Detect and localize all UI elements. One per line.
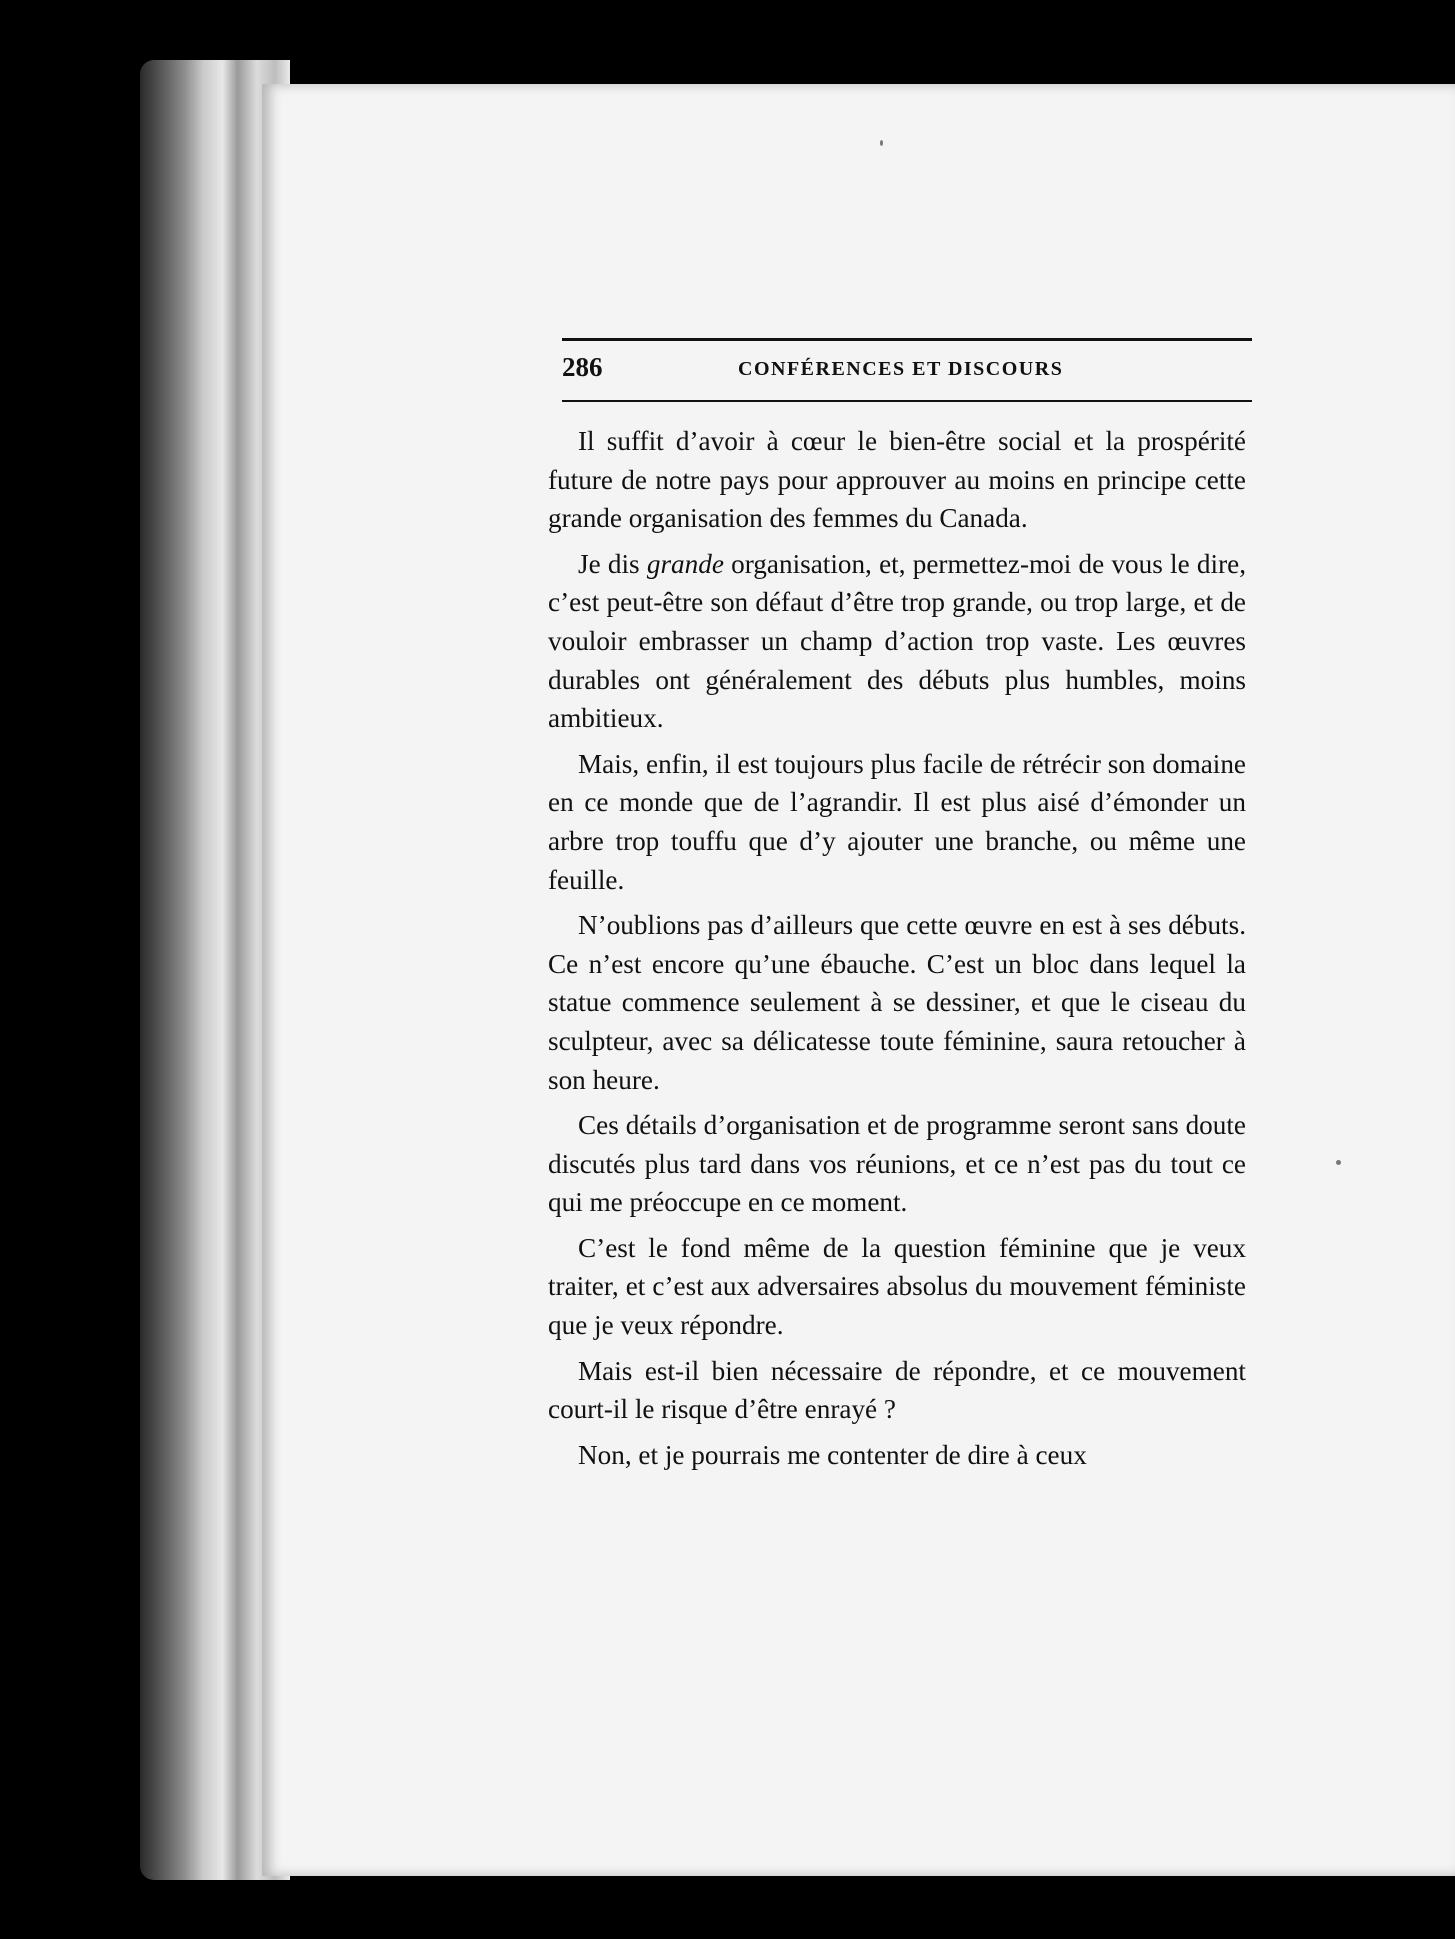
header-rule-top <box>562 338 1252 341</box>
paragraph: Non, et je pourrais me contenter de dire à ceux <box>578 1439 1087 1470</box>
paragraph: Mais, enfin, il est toujours plus facile de rétrécir son domaine en ce monde que de l’agrandir. Il est plus aisé d’émonder un arbre trop touffu que d’y ajouter une branche, ou même une feuille. <box>548 748 1246 895</box>
emphasis-text: grande <box>646 548 724 579</box>
paragraph: Mais est-il bien nécessaire de répondre, et ce mouvement court-il le risque d’être enrayé ? <box>548 1355 1246 1425</box>
scan-speck <box>880 140 883 146</box>
page-number: 286 <box>562 352 603 382</box>
paragraph: Ces détails d’organisation et de programme seront sans doute discutés plus tard dans vos réunions, et ce n’est pas du tout ce qui me préoccupe en ce moment. <box>548 1110 1246 1218</box>
scan-speck <box>1336 1160 1341 1165</box>
paragraph <box>548 545 1246 738</box>
paragraph-text: Je dis <box>578 548 647 579</box>
paragraph: C’est le fond même de la question féminine que je veux traiter, et c’est aux adversaires absolus du mouvement féministe que je veux répondre. <box>548 1232 1246 1341</box>
running-head: CONFÉRENCES ET DISCOURS <box>738 358 1064 380</box>
paragraph-text: organisation, et, permettez-moi de vous le dire, c’est peut-être son défaut d’être trop grande, ou trop large, et de vouloir embrasser un champ d’action trop vaste. Les œuvres durables ont généralement des débuts plus humbles, moins ambitieux. <box>548 548 1246 734</box>
page-header <box>562 350 1252 394</box>
body-text <box>548 422 1246 1481</box>
header-rule-bottom <box>562 400 1252 402</box>
paragraph: Il suffit d’avoir à cœur le bien-être social et la prospérité future de notre pays pour approuver au moins en principe cette grande organisation des femmes du Canada. <box>548 426 1246 534</box>
paragraph: N’oublions pas d’ailleurs que cette œuvre en est à ses débuts. Ce n’est encore qu’une ébauche. C’est un bloc dans lequel la statue commence seulement à se dessiner, et que le ciseau du sculpteur, avec sa délicatesse toute féminine, saura retoucher à son heure. <box>548 910 1246 1095</box>
